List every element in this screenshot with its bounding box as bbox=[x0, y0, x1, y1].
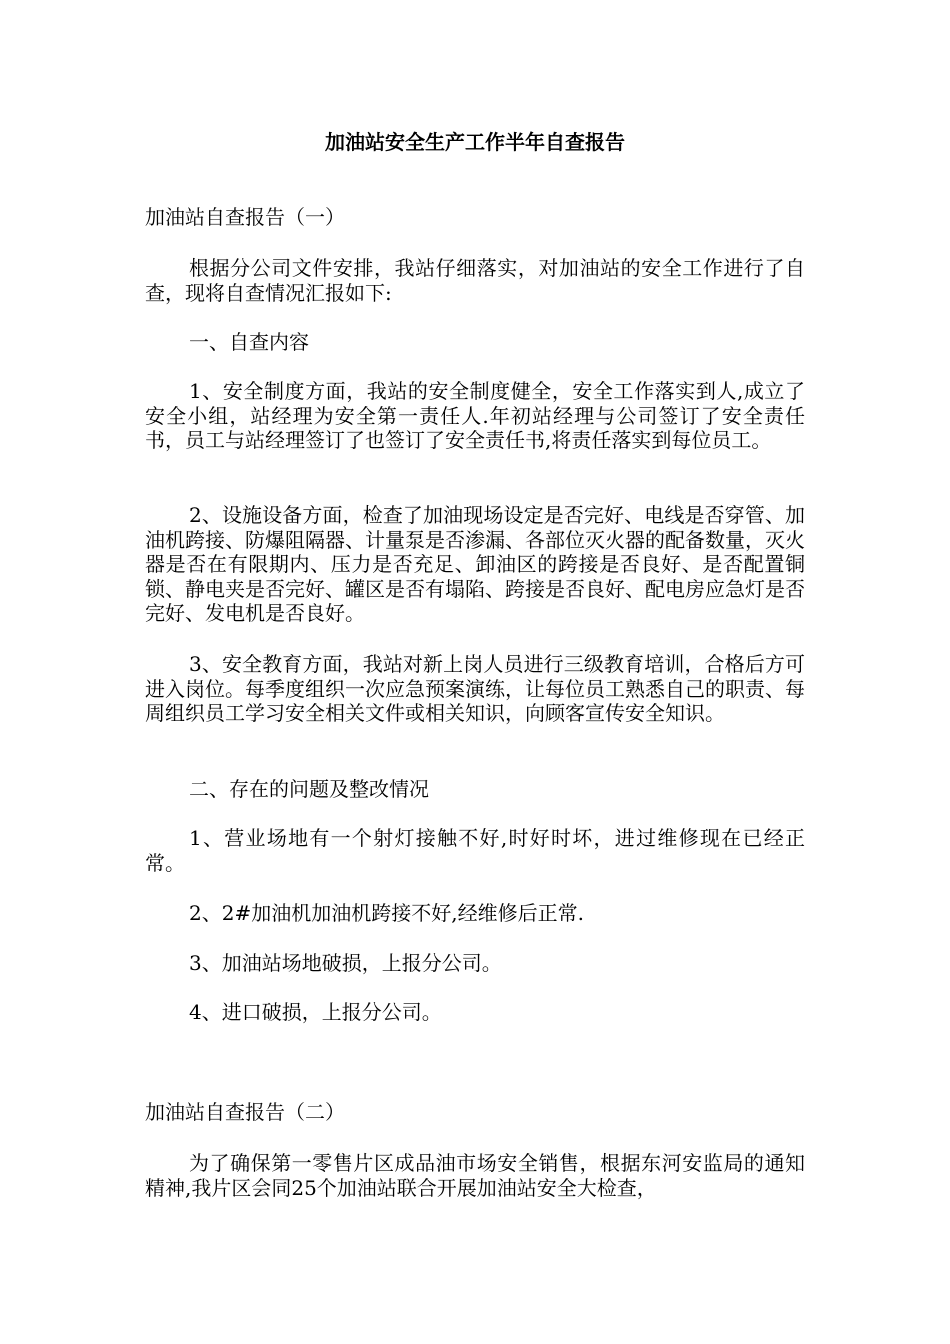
report-two-intro: 为了确保第一零售片区成品油市场安全销售，根据东河安监局的通知精神,我片区会同25个加油站联合开展加油站安全大检查， bbox=[145, 1151, 805, 1200]
issue-item-3: 3、加油站场地破损，上报分公司。 bbox=[189, 951, 502, 975]
section-one-heading: 一、自查内容 bbox=[189, 330, 309, 354]
self-check-item-2: 2、设施设备方面，检查了加油现场设定是否完好、电线是否穿管、加油机跨接、防爆阻隔器、计量泵是否渗漏、各部位灭火器的配备数量，灭火器是否在有限期内、压力是否充足、卸油区的跨接是否良好、是否配置铜锁、静电夹是否完好、罐区是否有塌陷、跨接是否良好、配电房应急灯是否完好、发电机是否良好。 bbox=[145, 503, 805, 625]
issue-item-4: 4、进口破损，上报分公司。 bbox=[189, 1000, 442, 1024]
section-two-heading: 二、存在的问题及整改情况 bbox=[189, 777, 429, 801]
issue-item-1: 1、营业场地有一个射灯接触不好,时好时坏，进过维修现在已经正常。 bbox=[145, 826, 805, 875]
document-title: 加油站安全生产工作半年自查报告 bbox=[325, 130, 625, 154]
report-two-heading: 加油站自查报告（二） bbox=[145, 1100, 345, 1124]
report-one-intro: 根据分公司文件安排，我站仔细落实，对加油站的安全工作进行了自查，现将自查情况汇报如下: bbox=[145, 256, 805, 305]
issue-item-2: 2、2#加油机加油机跨接不好,经维修后正常. bbox=[189, 901, 584, 925]
report-one-heading: 加油站自查报告（一） bbox=[145, 205, 345, 229]
self-check-item-3: 3、安全教育方面，我站对新上岗人员进行三级教育培训，合格后方可进入岗位。每季度组织一次应急预案演练，让每位员工熟悉自己的职责、每周组织员工学习安全相关文件或相关知识，向顾客宣传安全知识。 bbox=[145, 652, 805, 725]
self-check-item-1: 1、安全制度方面，我站的安全制度健全，安全工作落实到人,成立了安全小组，站经理为安全第一责任人.年初站经理与公司签订了安全责任书，员工与站经理签订了也签订了安全责任书,将责任落实到每位员工。 bbox=[145, 379, 805, 452]
